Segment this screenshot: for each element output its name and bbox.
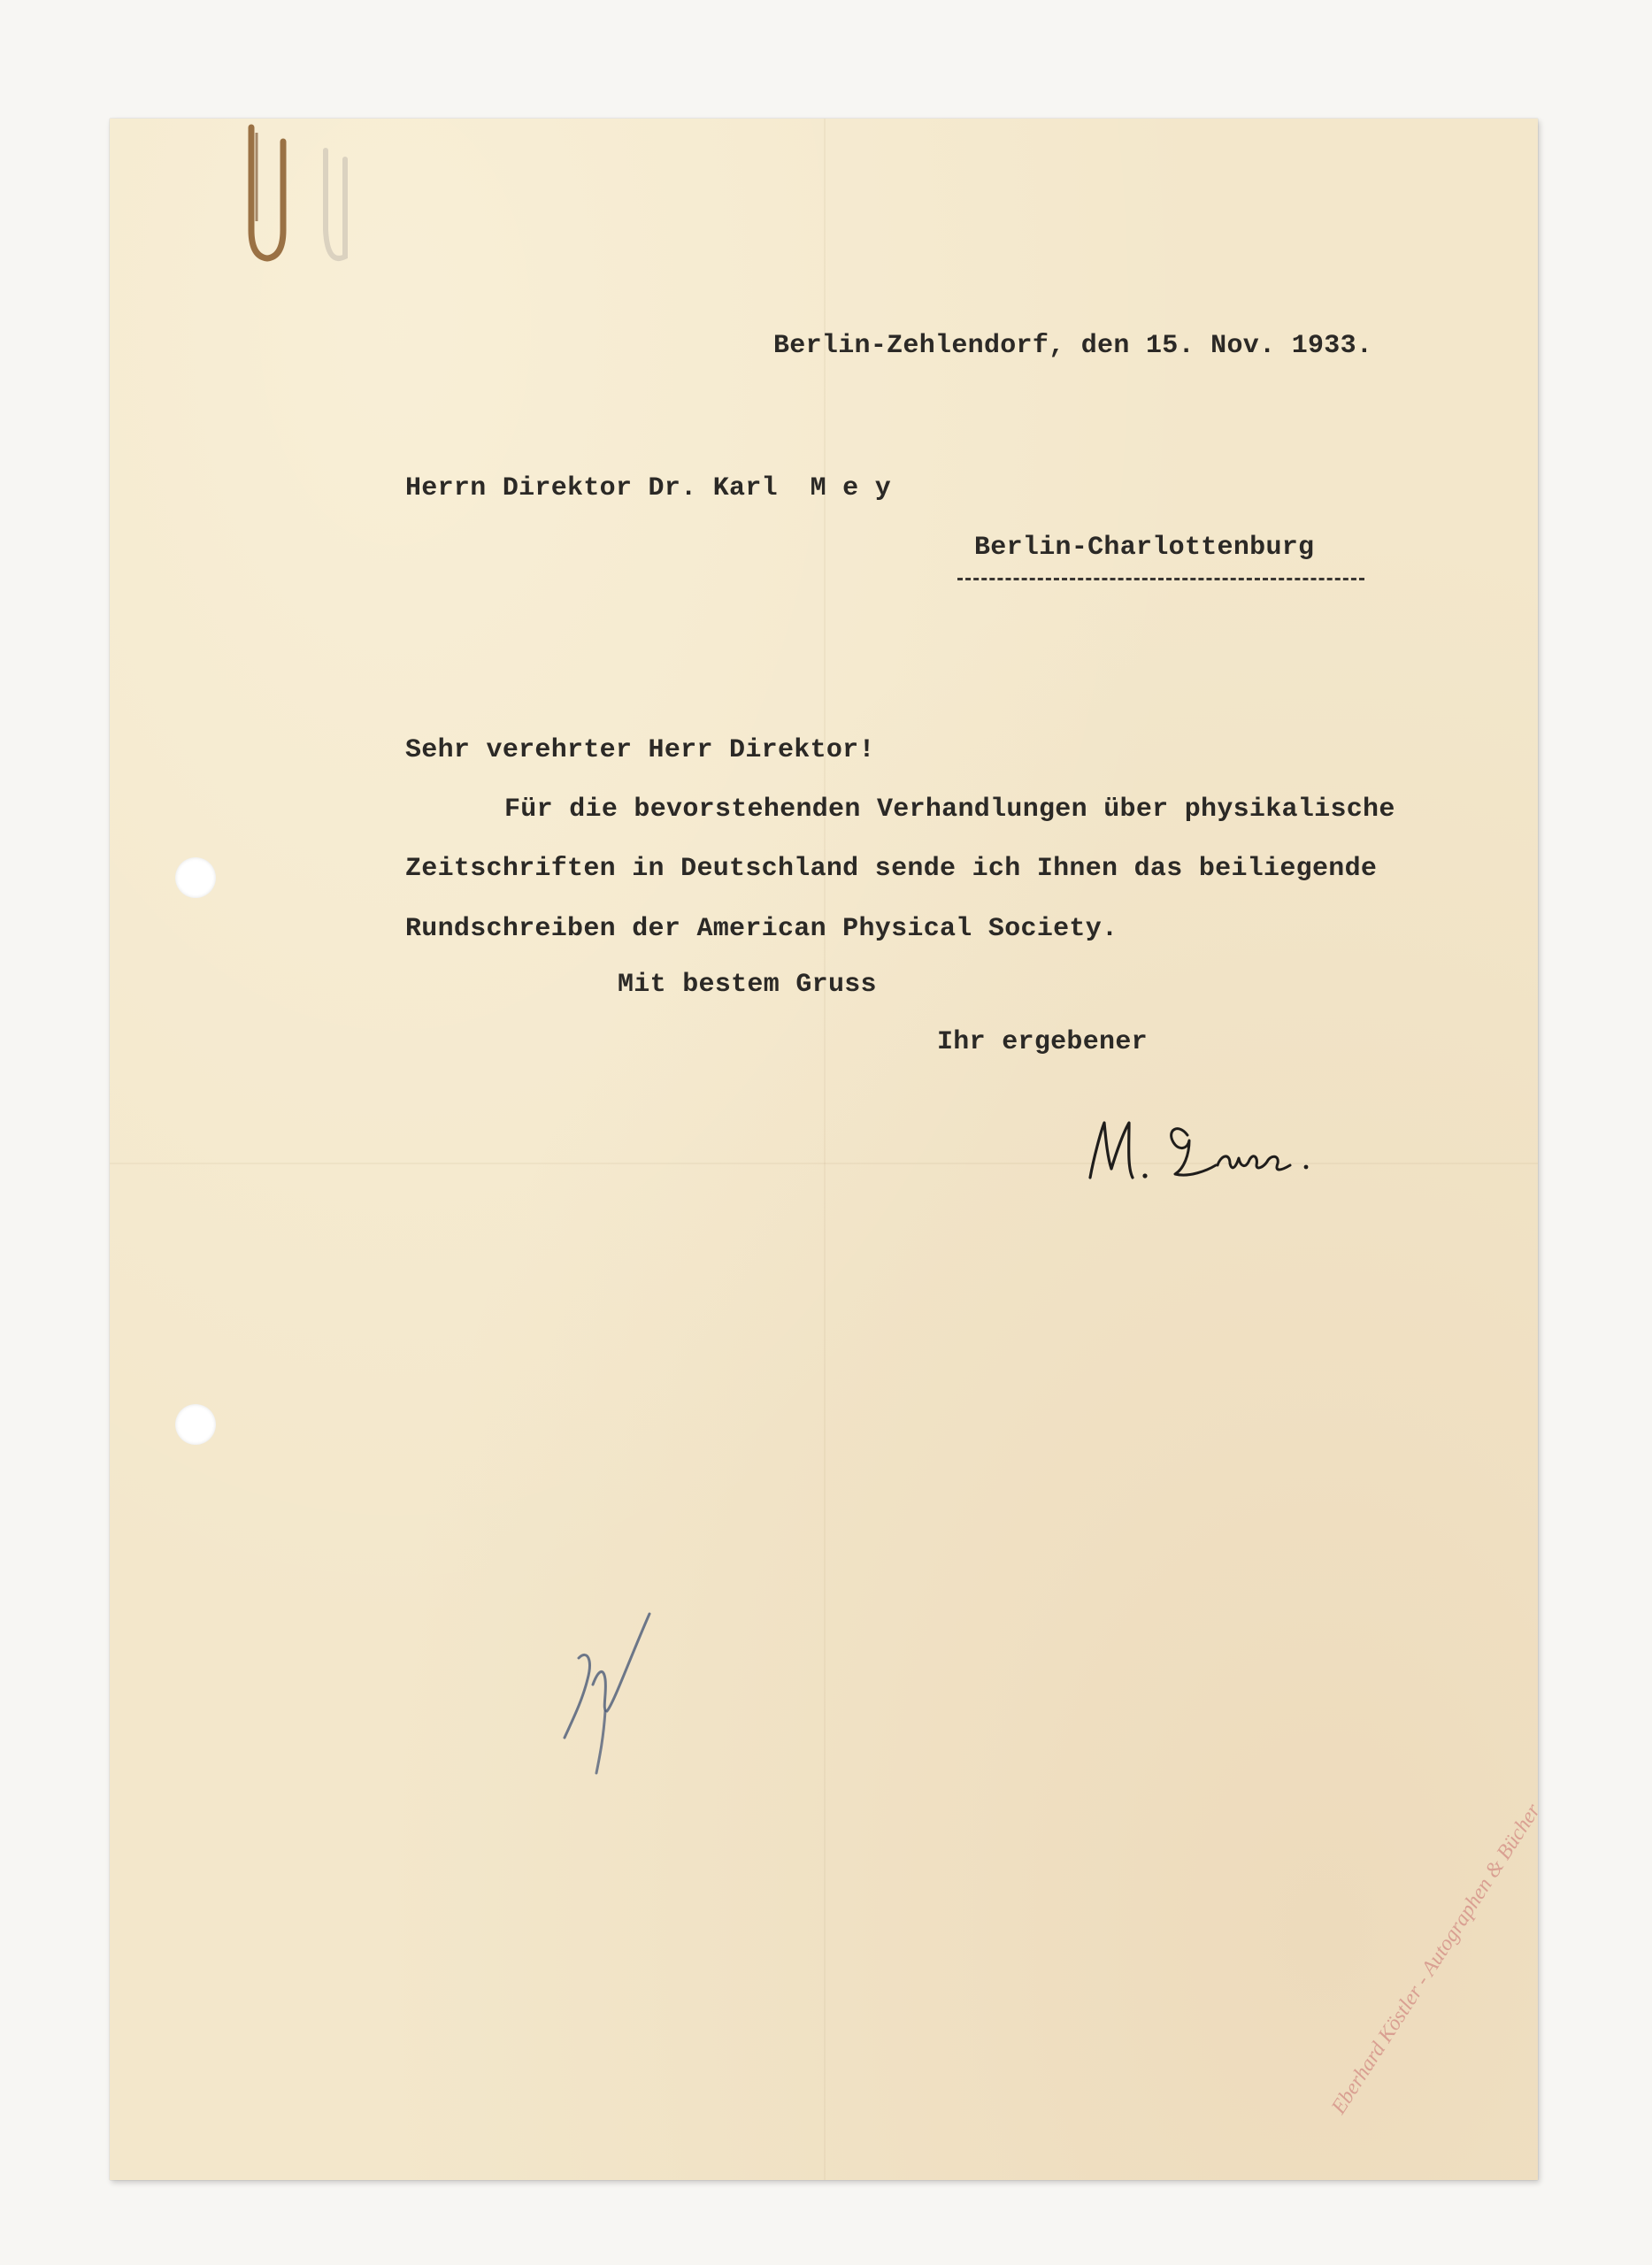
letter-sheet: [110, 119, 1538, 2180]
body-line: Rundschreiben der American Physical Society.: [405, 914, 1118, 944]
closing: Mit bestem Gruss: [618, 970, 877, 1000]
fold-line-vertical: [824, 119, 826, 2180]
body-line: Für die bevorstehenden Verhandlungen über physikalische: [504, 795, 1395, 825]
underline-rule: [957, 578, 1364, 580]
body-line: Zeitschriften in Deutschland sende ich Ihnen das beiliegende: [405, 854, 1378, 884]
salutation: Sehr verehrter Herr Direktor!: [405, 735, 875, 765]
punch-hole-lower: [175, 1404, 216, 1445]
clip-stain-icon: [221, 124, 380, 292]
watermark: Eberhard Köstler - Autographen & Bücher: [1327, 1800, 1546, 2119]
recipient-city: Berlin-Charlottenburg: [974, 533, 1315, 563]
recipient-line: Herrn Direktor Dr. Karl M e y: [405, 473, 892, 503]
place-date: Berlin-Zehlendorf, den 15. Nov. 1933.: [773, 331, 1373, 361]
punch-hole-upper: [175, 857, 216, 898]
closing-2: Ihr ergebener: [937, 1027, 1148, 1057]
signature-icon: [1074, 1096, 1340, 1194]
pencil-mark-icon: [552, 1605, 694, 1782]
